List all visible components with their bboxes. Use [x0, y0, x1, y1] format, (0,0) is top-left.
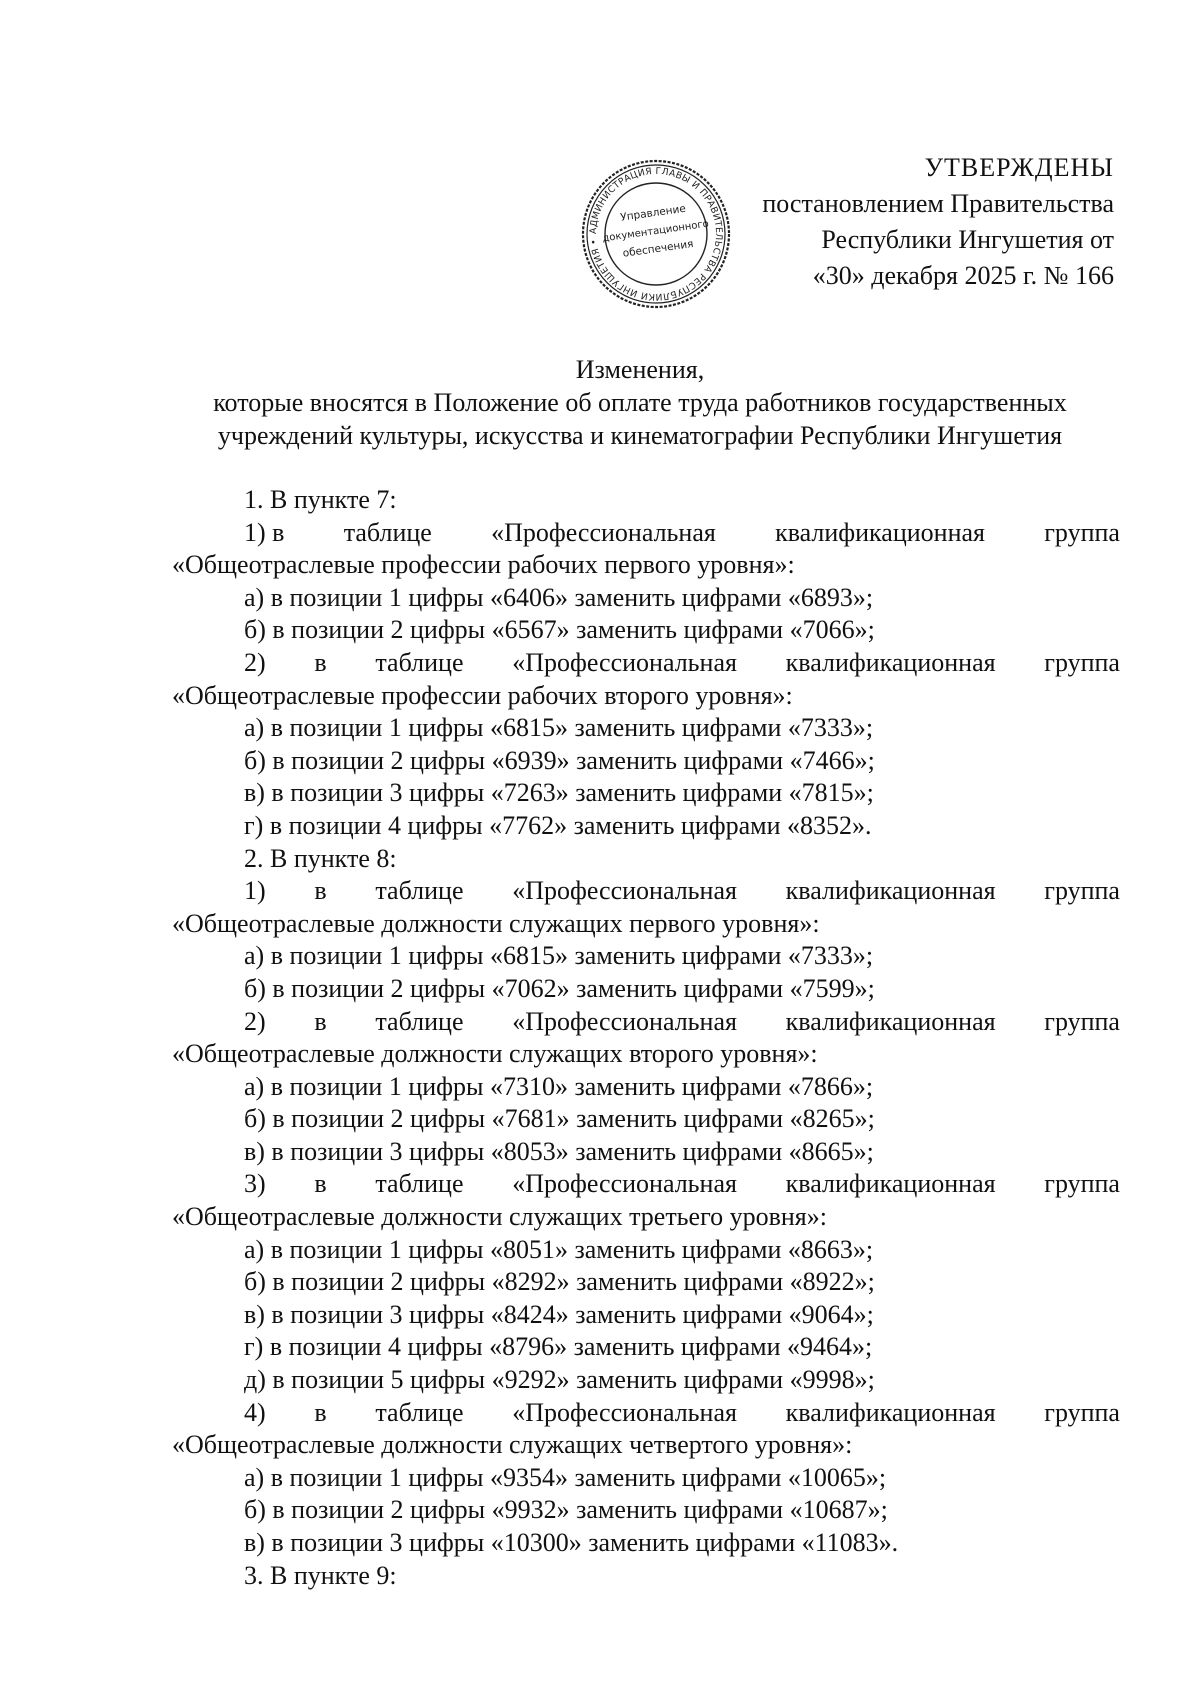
- item-1-2-group: «Общеотраслевые профессии рабочих второго уровня»:: [172, 680, 793, 710]
- section-2-heading: 2. В пункте 8:: [244, 843, 397, 873]
- change-line: б) в позиции 2 цифры «6567» заменить цифрами «7066»;: [244, 615, 875, 645]
- item-1-1-group: «Общеотраслевые профессии рабочих первого уровня»:: [172, 550, 795, 580]
- approval-block: [762, 150, 1114, 294]
- approval-heading: УТВЕРЖДЕНЫ: [924, 153, 1114, 182]
- approval-line-2: Республики Ингушетия от: [821, 225, 1114, 254]
- change-line: а) в позиции 1 цифры «6406» заменить цифрами «6893»;: [244, 582, 874, 612]
- change-line: б) в позиции 2 цифры «8292» заменить цифрами «8922»;: [244, 1267, 875, 1297]
- title-line-1: Изменения,: [575, 355, 705, 384]
- svg-text:АДМИНИСТРАЦИЯ ГЛАВЫ И ПРАВИТЕЛ: АДМИНИСТРАЦИЯ ГЛАВЫ И ПРАВИТЕЛЬСТВА РЕСПУБЛИКИ ИНГУШЕТИЯ •: [587, 165, 725, 303]
- document-title: [160, 353, 1120, 452]
- change-line: в) в позиции 3 цифры «7263» заменить цифрами «7815»;: [244, 778, 874, 808]
- change-line: б) в позиции 2 цифры «6939» заменить цифрами «7466»;: [244, 745, 875, 775]
- item-2-2-group: «Общеотраслевые должности служащих второго уровня»:: [172, 1039, 818, 1069]
- change-line: а) в позиции 1 цифры «8051» заменить цифрами «8663»;: [244, 1234, 874, 1264]
- item-2-1-group: «Общеотраслевые должности служащих первого уровня»:: [172, 908, 820, 938]
- change-line: б) в позиции 2 цифры «7681» заменить цифрами «8265»;: [244, 1104, 875, 1134]
- change-line: а) в позиции 1 цифры «6815» заменить цифрами «7333»;: [244, 941, 874, 971]
- change-line: г) в позиции 4 цифры «7762» заменить цифрами «8352».: [244, 810, 872, 840]
- title-line-2: которые вносятся в Положение об оплате труда работников государственных: [213, 388, 1067, 417]
- item-1-1-header: 1) в таблице «Профессиональная квалификационная группа: [244, 517, 1120, 547]
- change-line: а) в позиции 1 цифры «7310» заменить цифрами «7866»;: [244, 1071, 874, 1101]
- svg-text:обеспечения: обеспечения: [622, 237, 695, 260]
- approval-line-3: «30» декабря 2025 г. № 166: [812, 261, 1114, 290]
- change-line: д) в позиции 5 цифры «9292» заменить цифрами «9998»;: [244, 1365, 875, 1395]
- document-body: [172, 484, 1120, 1592]
- item-2-1-header: 1) в таблице «Профессиональная квалификационная группа: [244, 876, 1120, 906]
- svg-text:Управление: Управление: [619, 202, 687, 224]
- change-line: а) в позиции 1 цифры «9354» заменить цифрами «10065»;: [244, 1462, 887, 1492]
- change-line: б) в позиции 2 цифры «9932» заменить цифрами «10687»;: [244, 1495, 888, 1525]
- svg-text:документационного: документационного: [601, 218, 710, 245]
- change-line: в) в позиции 3 цифры «8053» заменить цифрами «8665»;: [244, 1136, 874, 1166]
- title-line-3: учреждений культуры, искусства и кинематографии Республики Ингушетия: [217, 421, 1063, 450]
- section-1-heading: 1. В пункте 7:: [244, 485, 397, 514]
- change-line: г) в позиции 4 цифры «8796» заменить цифрами «9464»;: [244, 1332, 873, 1362]
- change-line: а) в позиции 1 цифры «6815» заменить цифрами «7333»;: [244, 713, 874, 743]
- item-2-3-header: 3) в таблице «Профессиональная квалификационная группа: [244, 1169, 1120, 1199]
- item-2-2-header: 2) в таблице «Профессиональная квалификационная группа: [244, 1006, 1120, 1036]
- change-line: в) в позиции 3 цифры «8424» заменить цифрами «9064»;: [244, 1299, 874, 1329]
- item-2-4-header: 4) в таблице «Профессиональная квалификационная группа: [244, 1397, 1120, 1427]
- section-3-heading: 3. В пункте 9:: [244, 1560, 397, 1590]
- item-1-2-header: 2) в таблице «Профессиональная квалификационная группа: [244, 647, 1120, 677]
- approval-line-1: постановлением Правительства: [762, 189, 1114, 218]
- item-2-4-group: «Общеотраслевые должности служащих четвертого уровня»:: [172, 1430, 853, 1460]
- seal-stamp: [580, 158, 732, 310]
- change-line: в) в позиции 3 цифры «10300» заменить цифрами «11083».: [244, 1528, 899, 1557]
- item-2-3-group: «Общеотраслевые должности служащих третьего уровня»:: [172, 1202, 827, 1232]
- change-line: б) в позиции 2 цифры «7062» заменить цифрами «7599»;: [244, 973, 875, 1003]
